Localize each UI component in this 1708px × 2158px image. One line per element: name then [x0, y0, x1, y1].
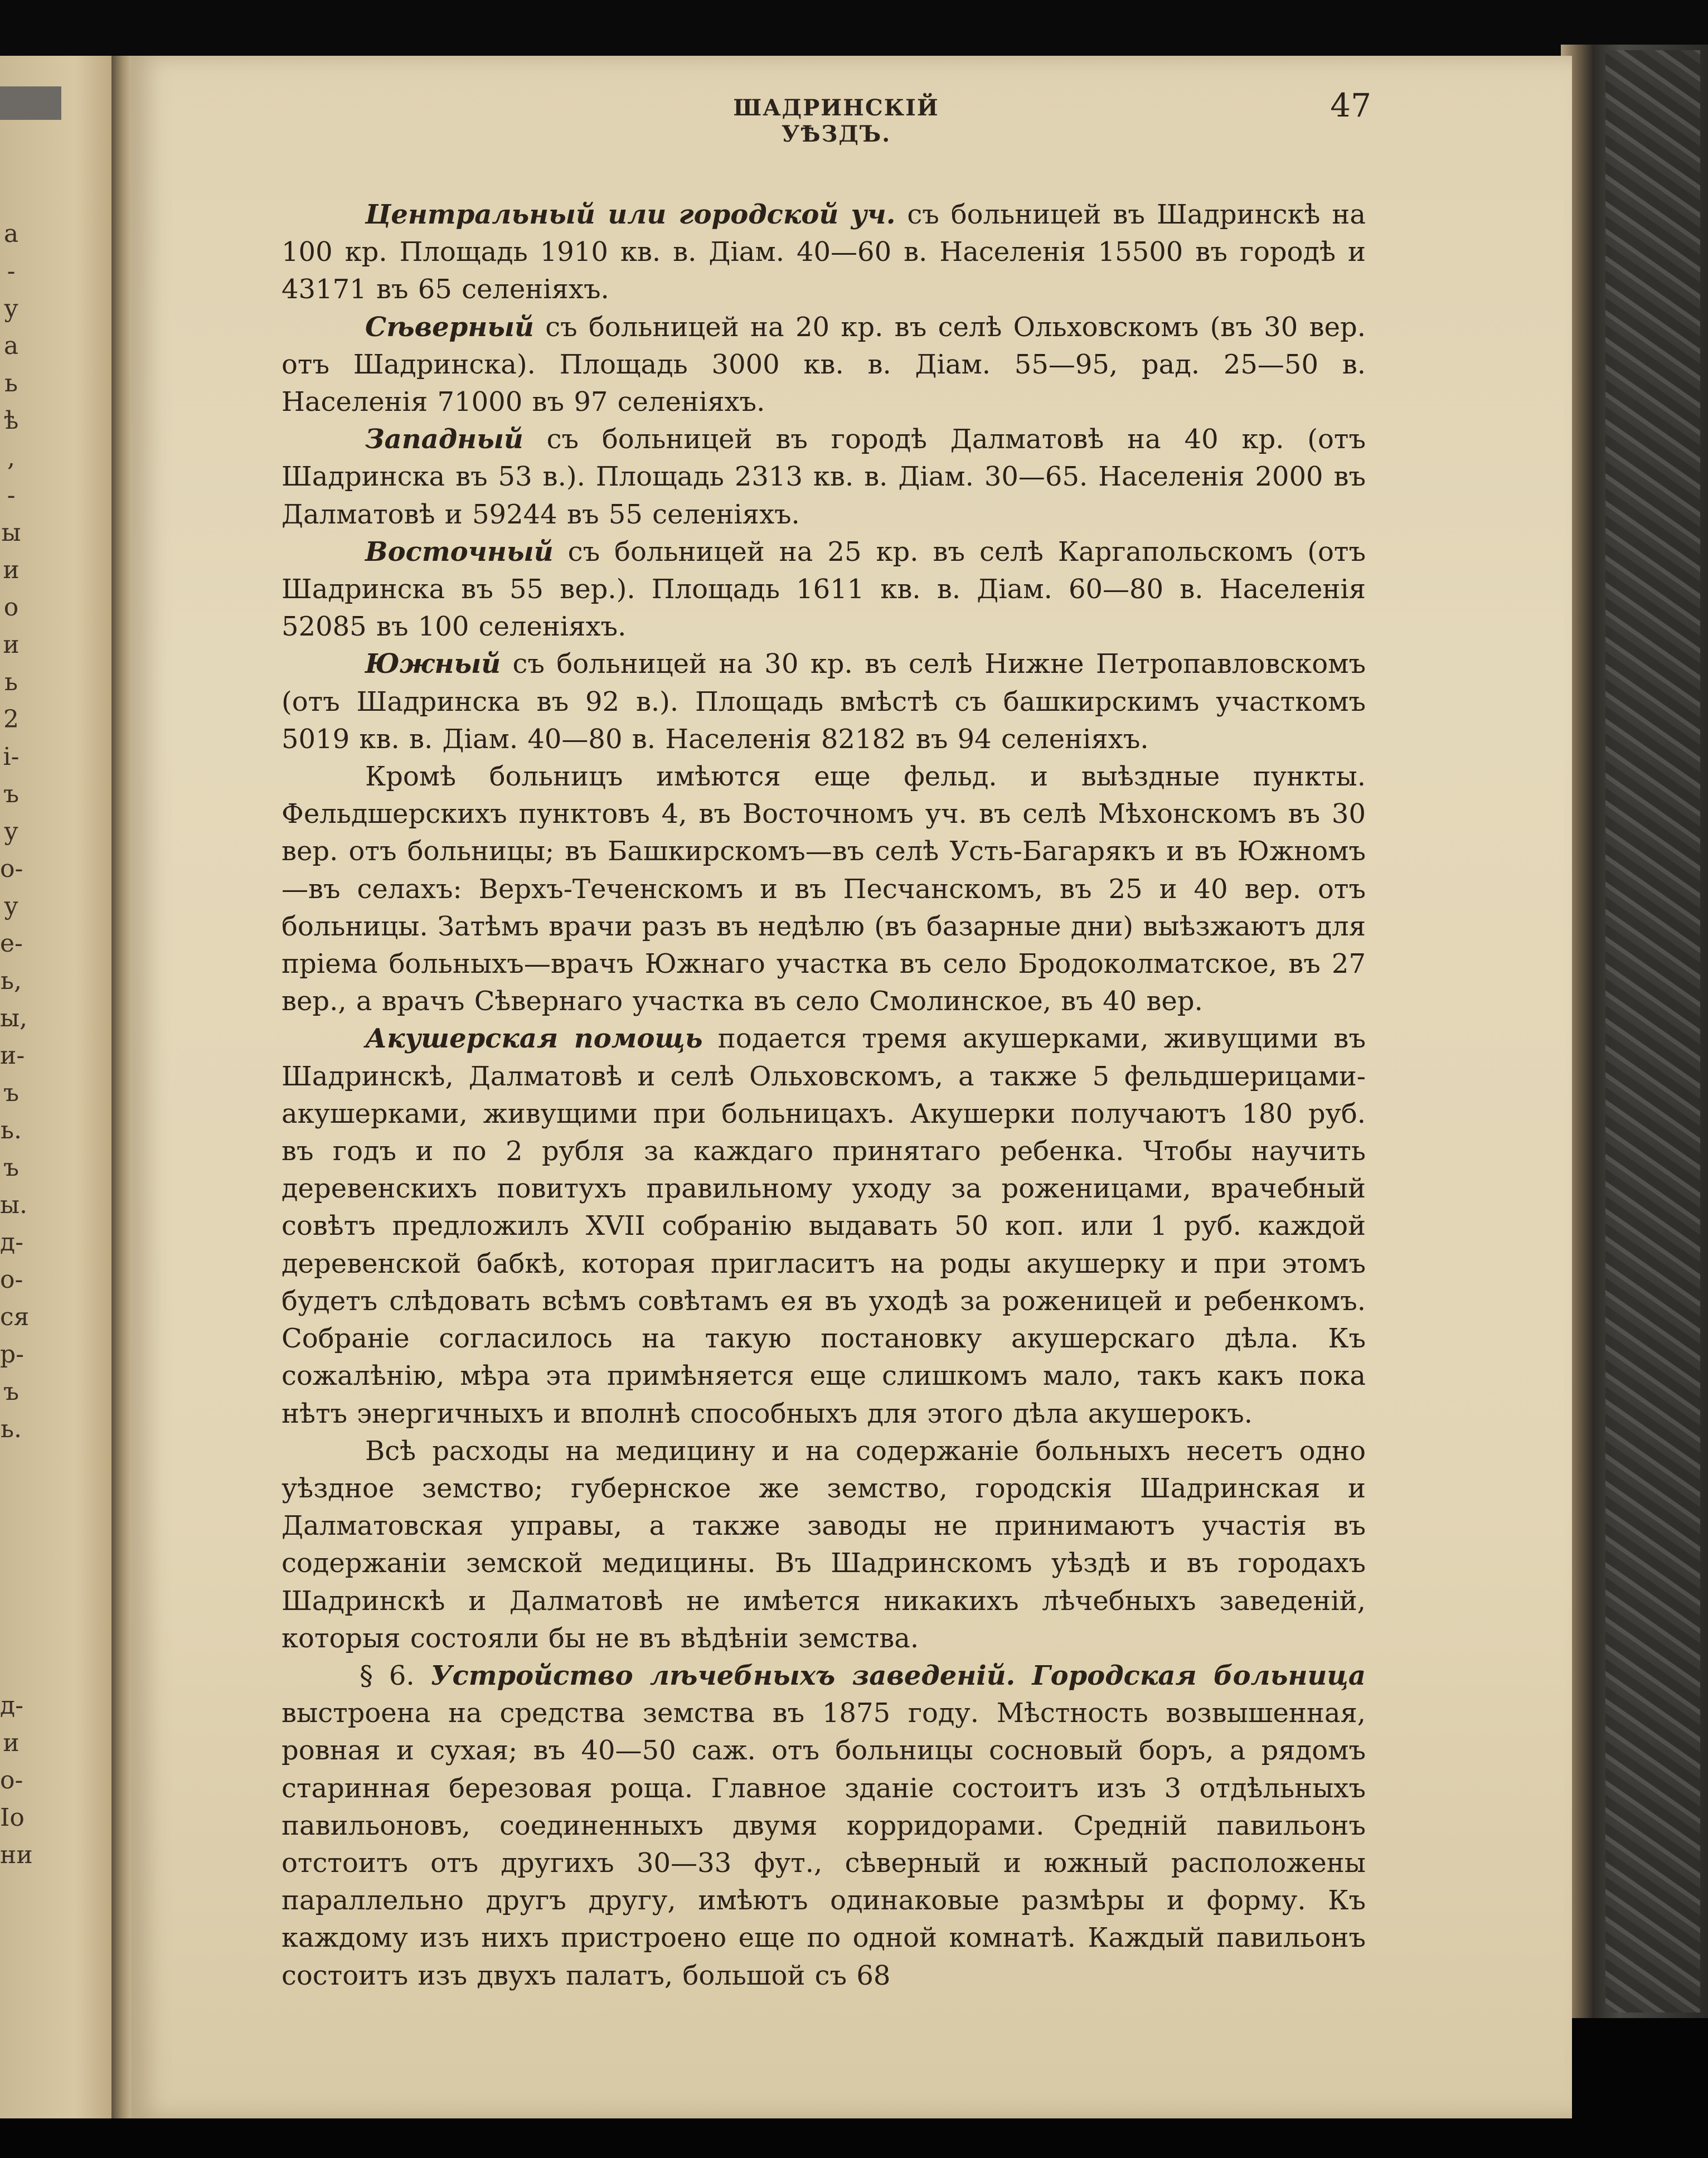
left-page-fragment: е- — [0, 929, 23, 958]
paragraph-north: Сѣверный съ больницей на 20 кр. въ селѣ Ольховскомъ (въ 30 вер. отъ Шадринска). Площадь 3000 кв. в. Діам. 55—95, рад. 25—50 в. Населенія 71000 въ 97 селеніяхъ. — [282, 311, 1366, 418]
left-page-fragment: ь, — [1, 967, 22, 995]
left-page-fragment: и — [3, 556, 20, 584]
left-page-fragment: о- — [0, 1265, 23, 1294]
left-page-fragment: о- — [0, 1766, 23, 1795]
left-page-tab — [0, 86, 61, 120]
left-page-fragment: ся — [0, 1303, 30, 1331]
left-page-fragment: у — [4, 294, 18, 323]
background — [0, 0, 1708, 61]
left-page-fragment: ь. — [1, 1415, 22, 1443]
paragraph-points: Кромѣ больницъ имѣются еще фельд. и выѣздные пункты. Фельдшерскихъ пунктовъ 4, въ Восточномъ уч. въ селѣ Мѣхонскомъ въ 30 вер. отъ больницы; въ Башкирскомъ—въ селѣ Усть-Багарякъ и въ Южномъ—въ селахъ: Верхъ-Теченскомъ и въ Песчанскомъ, въ 25 и 40 вер. отъ больницы. Затѣмъ врачи разъ въ недѣлю (въ базарные дни) выѣзжаютъ для пріема больныхъ—врачъ Южнаго участка въ село Бродоколматское, въ 27 вер., а врачъ Сѣвернаго участка въ село Смолинское, въ 40 вер. — [282, 761, 1366, 1017]
left-page-fragment: 2 — [3, 705, 19, 734]
paragraph-midwifery: Акушерская помощь подается тремя акушерками, живущими въ Шадринскѣ, Далматовѣ и селѣ Ольховскомъ, а также 5 фельдшерицами-акушерками, живущими при больницахъ. Акушерки получаютъ 180 руб. въ годъ и по 2 рубля за каждаго принятаго ребенка. Чтобы научить деревенскихъ повитухъ правильному уходу за роженицами, врачебный совѣтъ предложилъ XVII собранію выдавать 50 коп. или 1 руб. каждой деревенской бабкѣ, которая пригласитъ на роды акушерку и при этомъ будетъ слѣдовать всѣмъ совѣтамъ ея въ уходѣ за роженицей и ребенкомъ. Собраніе согласилось на такую постановку акушерскаго дѣла. Къ сожалѣнію, мѣра эта примѣняется еще слишкомъ мало, такъ какъ пока нѣтъ энергичныхъ и вполнѣ способныхъ для этого дѣла акушерокъ. — [282, 1023, 1366, 1429]
marbled-edge — [1605, 50, 1700, 2012]
left-page-fragment: ы, — [0, 1004, 28, 1032]
left-page-fragment: ъ — [3, 1079, 19, 1107]
left-page-fragment: у — [4, 892, 18, 920]
left-page-fragment: а — [3, 220, 19, 248]
left-page — [0, 56, 125, 2118]
left-page-fragment: д- — [0, 1228, 23, 1257]
paragraph-east: Восточный съ больницей на 25 кр. въ селѣ Каргапольскомъ (отъ Шадринска въ 55 вер.). Площадь 1611 кв. в. Діам. 60—80 в. Населенія 52085 въ 100 селеніяхъ. — [282, 536, 1366, 643]
left-page-fragment: ъ — [3, 780, 19, 808]
left-page-fragment: і- — [3, 743, 20, 771]
paragraph-central: Центральный или городской уч. съ больницей въ Шадринскѣ на 100 кр. Площадь 1910 кв. в. Діам. 40—60 в. Населенія 15500 въ городѣ и 43171 въ 65 селеніяхъ. — [282, 199, 1366, 305]
left-page-fragment: - — [7, 481, 16, 510]
left-page-fragment: ь. — [1, 1116, 22, 1145]
left-page-fragment: и — [3, 631, 20, 659]
left-page-fragment: - — [7, 257, 16, 285]
left-page-fragment: о- — [0, 855, 23, 883]
left-page-fragment: ы. — [0, 1191, 28, 1219]
section-number: § 6. — [360, 1660, 415, 1691]
left-page-fragment: ь — [4, 369, 18, 397]
left-page-fragment: ъ — [3, 1153, 19, 1182]
left-page-fragment: и- — [0, 1041, 25, 1070]
left-page-fragment: ы — [1, 518, 21, 547]
left-page-fragment: ни — [0, 1841, 33, 1869]
paragraph-west: Западный съ больницей въ городѣ Далматовѣ на 40 кр. (отъ Шадринска въ 53 в.). Площадь 2313 кв. в. Діам. 30—65. Населенія 2000 въ Далматовѣ и 59244 въ 55 селеніяхъ. — [282, 424, 1366, 530]
left-page-fragment: ь — [4, 668, 18, 696]
body-text — [282, 196, 1366, 1995]
page-number: 47 — [1330, 86, 1371, 124]
paragraph-south: Южный съ больницей на 30 кр. въ селѣ Нижне Петропавловскомъ (отъ Шадринска въ 92 в.). Площадь вмѣстѣ съ башкирскимъ участкомъ 5019 кв. в. Діам. 40—80 в. Населенія 82182 въ 94 селеніяхъ. — [282, 648, 1366, 755]
left-page-fragment: а — [3, 332, 19, 360]
left-page-fragment: и — [3, 1729, 20, 1757]
book-gutter — [111, 56, 134, 2118]
left-page-fragment: р- — [0, 1340, 25, 1369]
running-head: ШАДРИНСКІЙ УѢЗДЪ. — [733, 95, 939, 147]
left-page-fragment: Іо — [0, 1803, 25, 1832]
paragraph-section-6: § 6. Устройство лѣчебныхъ заведеній. Городская больница выстроена на средства земства въ 1875 году. Мѣстность возвышенная, ровная и сухая; въ 40—50 саж. отъ больницы сосновый боръ, а рядомъ старинная березовая роща. Главное зданіе состоитъ изъ 3 отдѣльныхъ павильоновъ, соединенныхъ двумя корридорами. Средній павильонъ отстоитъ отъ другихъ 30—33 фут., сѣверный и южный расположены параллельно другъ другу, имѣютъ одинаковые размѣры и форму. Къ каждому изъ нихъ пристроено еще по одной комнатѣ. Каждый павильонъ состоитъ изъ двухъ палатъ, большой съ 68 — [282, 1660, 1366, 1991]
left-page-fragment: о — [3, 593, 19, 622]
left-page-fragment: ъ — [3, 1378, 19, 1406]
left-page-fragment: у — [4, 817, 18, 846]
left-page-fragment: д- — [0, 1691, 23, 1720]
left-page-fragment: , — [7, 444, 15, 472]
paragraph-expenses: Всѣ расходы на медицину и на содержаніе больныхъ несетъ одно уѣздное земство; губернское же земство, городскія Шадринская и Далматовская управы, а также заводы не принимаютъ участія въ содержаніи земской медицины. Въ Шадринскомъ уѣздѣ и въ городахъ Шадринскѣ и Далматовѣ не имѣется никакихъ лѣчебныхъ заведеній, которыя состояли бы не въ вѣдѣніи земства. — [282, 1435, 1366, 1654]
left-page-fragment: ѣ — [3, 406, 19, 435]
